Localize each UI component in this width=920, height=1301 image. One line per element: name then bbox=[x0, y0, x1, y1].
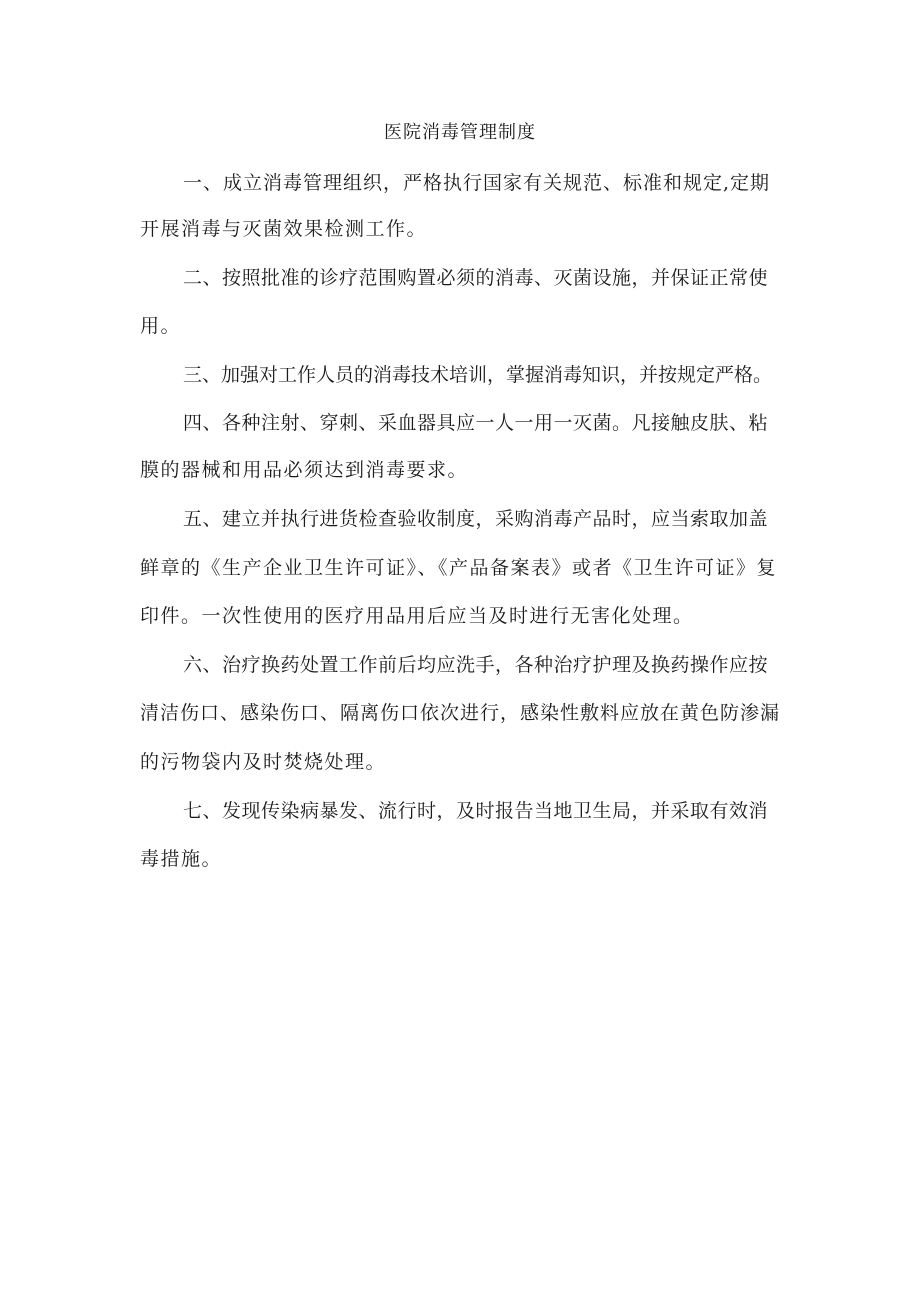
article-4-line-1: 四、各种注射、穿刺、采血器具应一人一用一灭菌。凡接触皮肤、粘 bbox=[183, 412, 769, 434]
article-4-line-2: 膜的器械和用品必须达到消毒要求。 bbox=[140, 459, 469, 481]
article-1-line-2: 开展消毒与灭菌效果检测工作。 bbox=[140, 218, 428, 240]
article-5-line-2: 鲜章的《生产企业卫生许可证》、《产品备案表》或者《卫生许可证》复 bbox=[140, 557, 778, 579]
article-2-line-2: 用。 bbox=[140, 315, 182, 337]
document-title: 医院消毒管理制度 bbox=[384, 122, 536, 143]
article-2-line-1: 二、按照批准的诊疗范围购置必须的消毒、灭菌设施，并保证正常使 bbox=[183, 267, 769, 289]
article-3-line-1: 三、加强对工作人员的消毒技术培训，掌握消毒知识，并按规定严格。 bbox=[183, 364, 773, 386]
article-1-line-1: 一、成立消毒管理组织，严格执行国家有关规范、标准和规定,定期 bbox=[183, 172, 771, 194]
article-6-line-1: 六、治疗换药处置工作前后均应洗手，各种治疗护理及换药操作应按 bbox=[183, 654, 769, 676]
article-6-line-2: 清洁伤口、感染伤口、隔离伤口依次进行，感染性敷料应放在黄色防渗漏 bbox=[140, 702, 781, 724]
article-5-line-1: 五、建立并执行进货检查验收制度，采购消毒产品时，应当索取加盖 bbox=[183, 508, 769, 530]
article-6-line-3: 的污物袋内及时焚烧处理。 bbox=[140, 751, 387, 773]
article-5-line-3: 印件。一次性使用的医疗用品用后应当及时进行无害化处理。 bbox=[140, 605, 694, 627]
article-7-line-2: 毒措施。 bbox=[140, 848, 223, 870]
article-7-line-1: 七、发现传染病暴发、流行时，及时报告当地卫生局，并采取有效消 bbox=[183, 800, 769, 822]
